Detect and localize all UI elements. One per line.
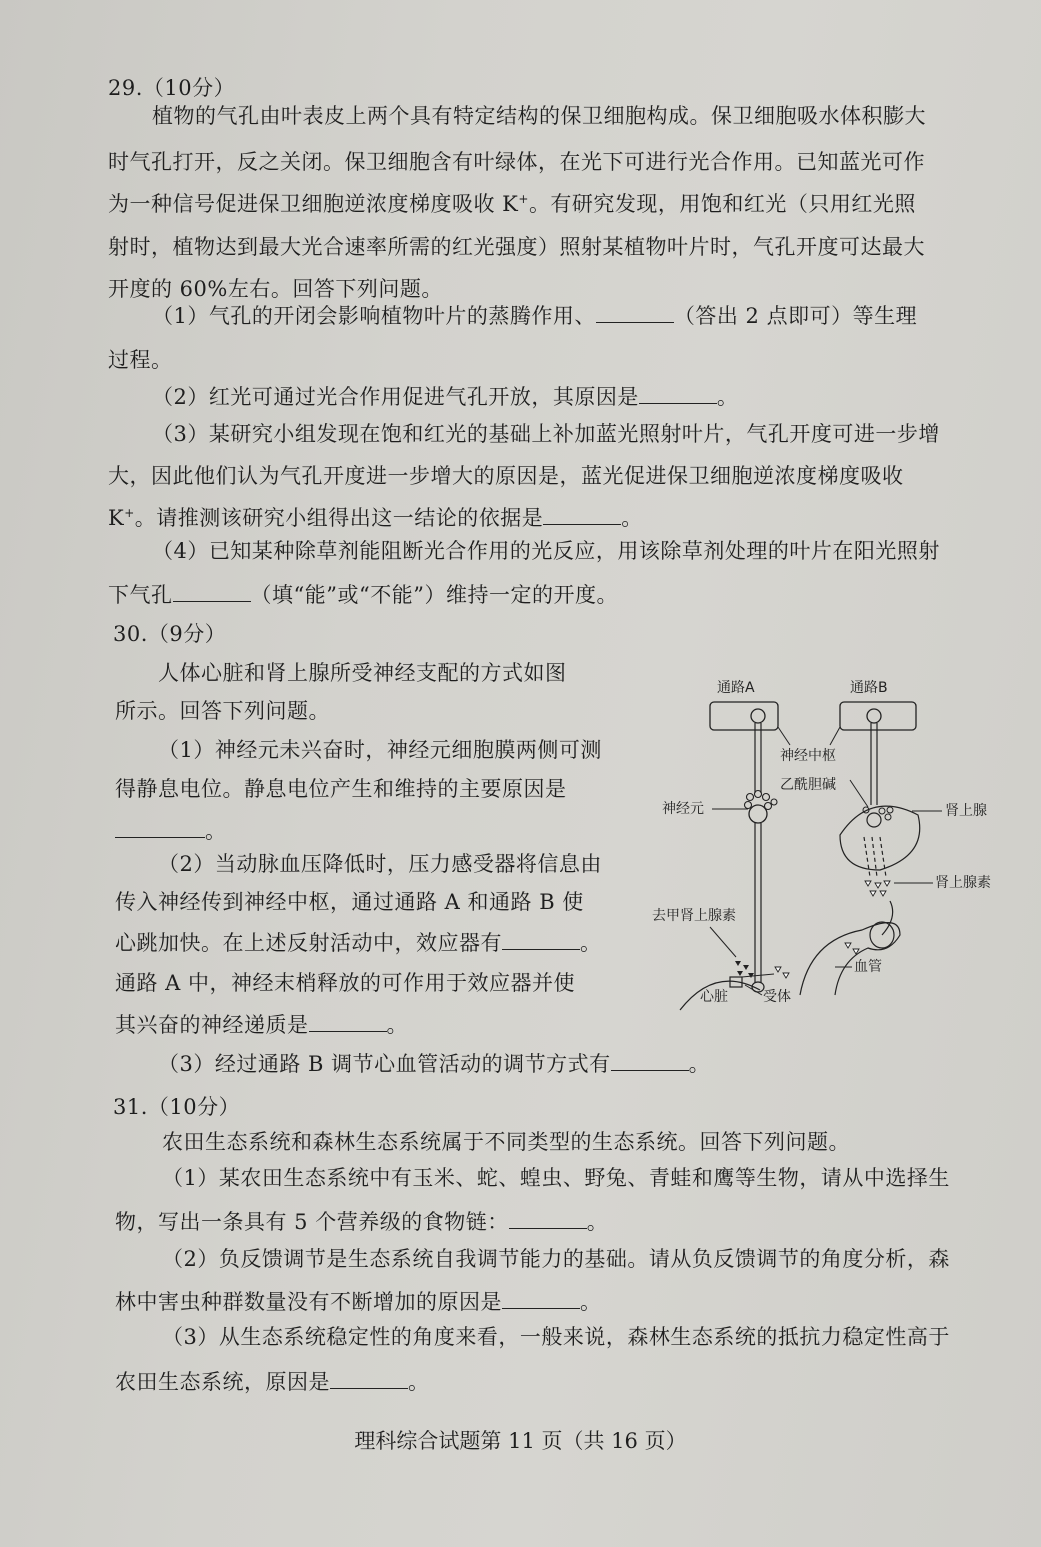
center-box-b <box>840 702 916 730</box>
center-box-a <box>710 702 778 730</box>
q30-sub2-cont: 心跳加快。在上述反射活动中，效应器有 。 <box>115 931 602 955</box>
q30-sub1-cont: 。 <box>115 817 227 845</box>
q30-stem-line: 人体心脏和肾上腺所受神经支配的方式如图 <box>158 661 567 685</box>
path-a-label: 通路A <box>717 680 755 696</box>
blood-vessel-shape <box>800 923 900 995</box>
answer-blank[interactable] <box>611 1052 689 1071</box>
q29-header: 29.（10分） <box>108 76 236 100</box>
answer-blank[interactable] <box>639 385 717 404</box>
neuron-label: 神经元 <box>662 801 704 817</box>
q30-header: 30.（9分） <box>113 622 227 646</box>
q30-sub2-cont: 传入神经传到神经中枢，通过通路 A 和通路 B 使 <box>115 890 584 914</box>
answer-blank[interactable] <box>502 1290 580 1309</box>
q29-sub2: （2）红光可通过光合作用促进气孔开放，其原因是 。 <box>152 385 739 409</box>
heart-label: 心脏 <box>700 989 728 1005</box>
q29-sub3: （3）某研究小组发现在饱和红光的基础上补加蓝光照射叶片，气孔开度可进一步增 <box>152 422 940 446</box>
path-b-label: 通路B <box>850 680 888 696</box>
q30-sub2-cont: 通路 A 中，神经末梢释放的可作用于效应器并使 <box>115 971 576 995</box>
neural-regulation-diagram <box>650 665 1030 1025</box>
q31-sub2-cont: 林中害虫种群数量没有不断增加的原因是 。 <box>115 1290 602 1314</box>
q29-sub4-cont: 下气孔 （填“能”或“不能”）维持一定的开度。 <box>108 583 618 607</box>
q29-sub3-cont: 大，因此他们认为气孔开度进一步增大的原因是，蓝光促进保卫细胞逆浓度梯度吸收 <box>108 464 904 488</box>
q31-sub1-cont: 物，写出一条具有 5 个营养级的食物链： 。 <box>115 1210 609 1234</box>
ach-label: 乙酰胆碱 <box>780 777 836 793</box>
q30-sub1: （1）神经元未兴奋时，神经元细胞膜两侧可测 <box>158 738 602 762</box>
q30-sub2-cont: 其兴奋的神经递质是 。 <box>115 1013 408 1037</box>
receptor-label: 受体 <box>763 989 791 1005</box>
epinephrine-label: 肾上腺素 <box>935 875 991 891</box>
q31-sub1: （1）某农田生态系统中有玉米、蛇、蝗虫、野兔、青蛙和鹰等生物，请从中选择生 <box>162 1166 950 1190</box>
q30-sub2: （2）当动脉血压降低时，压力感受器将信息由 <box>158 852 602 876</box>
adrenal-label: 肾上腺 <box>945 803 987 819</box>
answer-blank[interactable] <box>309 1013 387 1032</box>
q29-sub4: （4）已知某种除草剂能阻断光合作用的光反应，用该除草剂处理的叶片在阳光照射 <box>152 539 940 563</box>
vessel-label: 血管 <box>854 959 882 975</box>
q29-stem-line: 时气孔打开，反之关闭。保卫细胞含有叶绿体，在光下可进行光合作用。已知蓝光可作 <box>108 150 925 174</box>
q30-sub3: （3）经过通路 B 调节心血管活动的调节方式有 。 <box>158 1052 711 1076</box>
q29-stem-line: 开度的 60%左右。回答下列问题。 <box>108 277 443 301</box>
vesicle-cluster-icon <box>745 791 778 810</box>
answer-blank[interactable] <box>502 931 580 950</box>
q29-sub1: （1）气孔的开闭会影响植物叶片的蒸腾作用、 （答出 2 点即可）等生理 <box>152 304 918 328</box>
q29-stem-line: 植物的气孔由叶表皮上两个具有特定结构的保卫细胞构成。保卫细胞吸水体积膨大 <box>152 104 926 128</box>
answer-blank[interactable] <box>115 819 205 838</box>
answer-blank[interactable] <box>596 304 674 323</box>
q29-sub1-cont: 过程。 <box>108 348 173 372</box>
answer-blank[interactable] <box>543 506 621 525</box>
q30-stem-line: 所示。回答下列问题。 <box>115 699 330 723</box>
q29-stem-line: 射时，植物达到最大光合速率所需的红光强度）照射某植物叶片时，气孔开度可达最大 <box>108 235 925 259</box>
page-footer: 理科综合试题第 11 页（共 16 页） <box>354 1429 687 1453</box>
q31-stem: 农田生态系统和森林生态系统属于不同类型的生态系统。回答下列问题。 <box>162 1130 850 1154</box>
epinephrine-molecules-icon <box>865 881 890 896</box>
answer-blank[interactable] <box>330 1370 408 1389</box>
q31-sub3: （3）从生态系统稳定性的角度来看，一般来说，森林生态系统的抵抗力稳定性高于 <box>162 1325 950 1349</box>
neuron-body-icon <box>749 805 767 823</box>
q29-sub3-cont: K+。请推测该研究小组得出这一结论的依据是 。 <box>108 506 643 530</box>
q30-sub1-cont: 得静息电位。静息电位产生和维持的主要原因是 <box>115 777 567 801</box>
answer-blank[interactable] <box>509 1210 587 1229</box>
q31-sub3-cont: 农田生态系统，原因是 。 <box>115 1370 430 1394</box>
neuron-body-icon <box>751 709 765 723</box>
norepinephrine-label: 去甲肾上腺素 <box>652 908 736 924</box>
neuron-body-icon <box>867 709 881 723</box>
q31-header: 31.（10分） <box>113 1095 241 1119</box>
q31-sub2: （2）负反馈调节是生态系统自我调节能力的基础。请从负反馈调节的角度分析，森 <box>162 1247 950 1271</box>
answer-blank[interactable] <box>173 583 251 602</box>
q29-stem-line: 为一种信号促进保卫细胞逆浓度梯度吸收 K+。有研究发现，用饱和红光（只用红光照 <box>108 192 916 216</box>
center-label: 神经中枢 <box>780 748 836 764</box>
